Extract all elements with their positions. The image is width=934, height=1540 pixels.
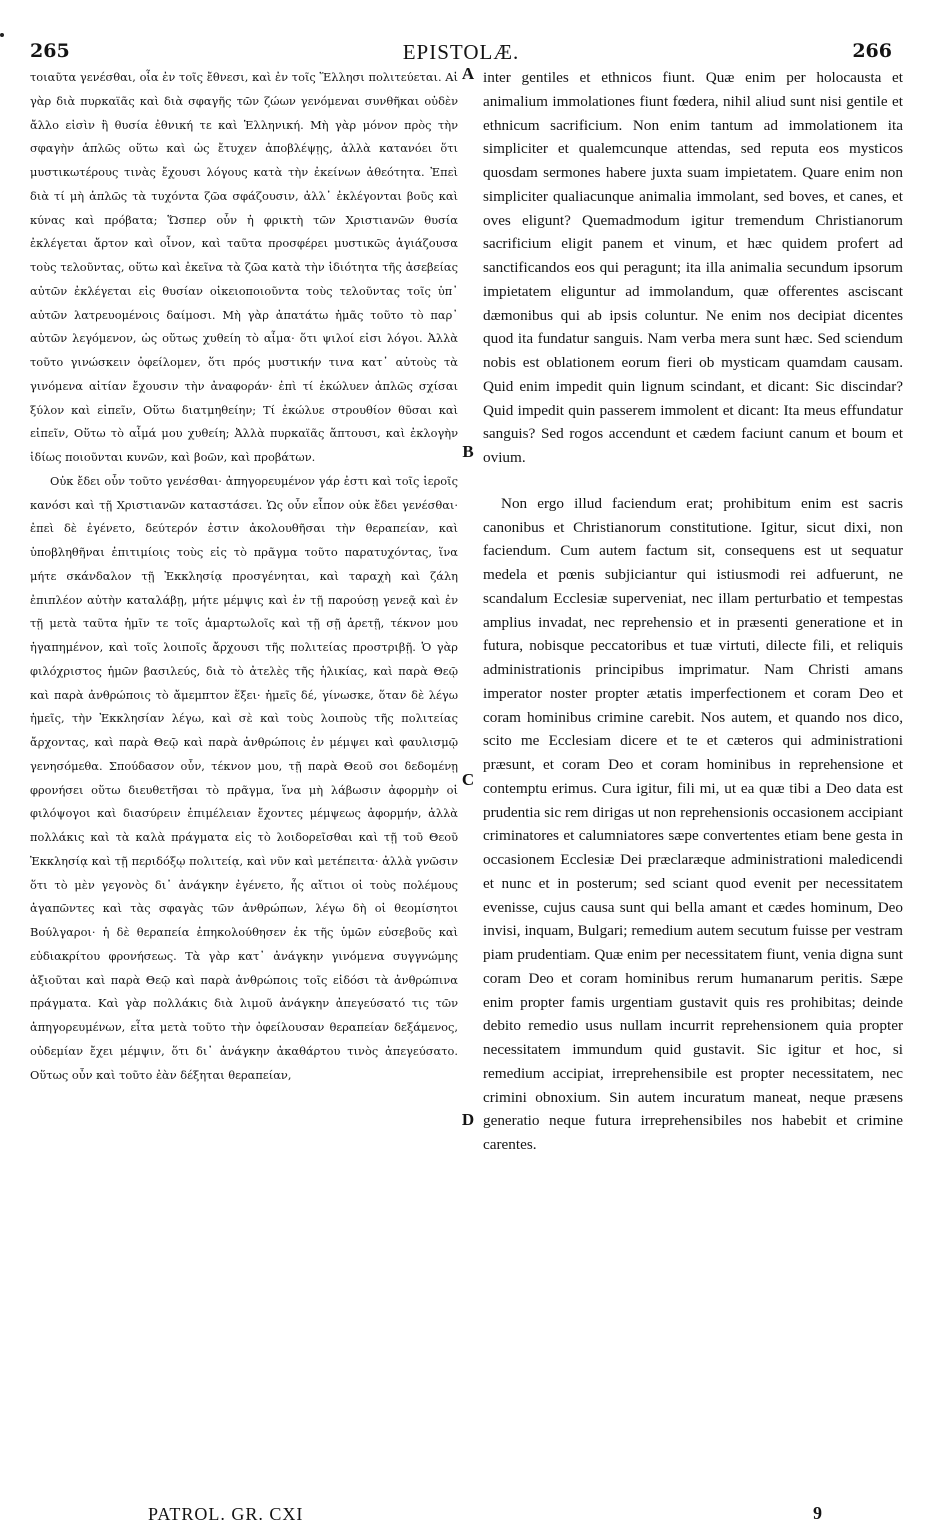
latin-paragraph-2: Non ergo illud faciendum erat; prohibitum enim est sacris canonibus et Christianorum constitutione. Igitur, sicut dixi, non faciendum. Cum autem factum sit, consequens est ut sequatur medela et pœnis subjiciantur qui istiusmodi rei adfuerunt, ne scandalum Ecclesiæ superveniat, nec illam perturbatio et tempestas amplius invadat, nec reprehensio et in præsenti generatione et in futura, nobisque peccatoribus et tuæ virtuti, dilecte fili, et reliquis administrationis principibus imprimatur. Nam Christi amans imperator noster propter ætatis imperfectionem et coram Deo et coram hominibus crimine carebit. Nos autem, et quando nos dico, scito me Ecclesiam dicere et te et cæteros qui administrationi præsunt, et coram Deo et coram hominibus in reprehensione et contemptu erimus. Cura igitur, fili mi, ut ea quæ tibi a Deo data est prudentia sic rem dirigas ut non reprehensionis occasionem accipiant criminatores et calumniatores sæpe convertentes etiam bene gesta in occasionem Ecclesiæ Dei præclaræque administrationi maledicendi et nunc et in posterum; sed sciant quod evenit per necessitatem evenisse, cujus causa sunt qui bella amant et cædes hominum, Deo invisi, inquam, Bulgari; remedium autem secutum fuisse per vestram piam prudentiam. Quæ enim per necessitatem fiunt, venia digna sunt coram Deo et coram hominibus rerum humanarum peritis. Sæpe enim propter famis urgentiam gustavit quis res prohibitas; deinde debito remedio usus nullam incurrit reprehensionem quia propter necessitatem immundum quid gustavit. Sic igitur et hoc, si remedium accipiat, irreprehensibile est propter necessitatem, nec crimini obnoxium. Sin autem incuratum maneat, neque præsens generatio neque futura irreprehensibiles nos habebit et crimine carentes. (483, 494, 903, 1153)
greek-paragraph-1: τοιαῦτα γενέσθαι, οἷα ἐν τοῖς ἔθνεσι, καὶ ἐν τοῖς Ἕλλησι πολιτεύεται. Αἱ γὰρ διὰ πυρκαϊᾶς καὶ διὰ σφαγῆς τῶν ζώων γενόμεναι συνθῆκαι οὐδὲν ἄλλο εἰσὶν ἢ θυσία ἐθνική τε καὶ Ἑλληνική. Μὴ γὰρ μόνον πρὸς τὴν σφαγὴν ἁπλῶς οὕτω καὶ ὡς ἔτυχεν ἀποβλέψῃς, ἀλλὰ κατανόει ὅτι μυστικωτέρους τινὰς ἔχουσι λόγους κατὰ τὴν ἐκείνων ἀθεότητα. Ἐπεὶ διὰ τί μὴ ἁπλῶς τὰ τυχόντα ζῶα σφάζουσιν, ἀλλ᾽ ἐκλέγονται βοῦς καὶ κύνας καὶ πρόβατα; Ὥσπερ οὖν ἡ φρικτὴ τῶν Χριστιανῶν θυσία ἐκλέγεται ἄρτον καὶ οἶνον, καὶ ταῦτα προσφέρει μυστικῶς ἁγιάζουσα τοὺς τελοῦντας, οὕτω καὶ ἐκεῖνα τὰ ζῶα κατὰ τὴν ἰδιότητα τῆς ἀσεβείας αὐτῶν ἐκλέγεται εἰς θυσίαν οἰκειοποιοῦντα τοὺς τελοῦντας τοῖς ὑπ᾽ αὐτῶν λατρευομένοις δαίμοσι. Μὴ γὰρ ἀπατάτω ἡμᾶς τοῦτο τὸ παρ᾽ αὐτῶν λεγόμενον, ὡς οὕτως χυθείη τὸ αἷμα· ὅτι ψιλοί εἰσι λόγοι. Ἀλλὰ τοῦτο γινώσκειν ὀφείλομεν, ὅτι πρός μυστικήν τινα κατ᾽ αὐτοὺς τὰ γινόμενα αἰτίαν ἔχουσιν τὴν ἀναφοράν· ἐπὶ τί ἐκώλυεν ἁπλῶς σχίσαι ξύλον καὶ εἰπεῖν, Οὕτω διατμηθείην; Τί ἐκώλυε στρουθίον θῦσαι καὶ εἰπεῖν, Οὕτω τὸ αἷμά μου χυθείη; Ἀλλὰ πυρκαϊᾶς ἅπτουσι, καὶ ἐκλογὴν ἰδίως ποιοῦνται κυνῶν, καὶ βοῶν, καὶ προβάτων. (30, 70, 458, 464)
section-marker-a: A (461, 64, 475, 83)
greek-paragraph-2: Οὐκ ἔδει οὖν τοῦτο γενέσθαι· ἀπηγορευμένον γάρ ἐστι καὶ τοῖς ἱεροῖς κανόσι καὶ τῇ Χριστιανῶν καταστάσει. Ὡς οὖν εἶπον οὐκ ἔδει γενέσθαι· ἐπεὶ δὲ ἐγένετο, δεύτερόν ἐστιν ἀκολουθῆσαι τὴν θεραπείαν, καὶ ὑποβληθῆναι ἐπιτιμίοις τοὺς εἰς τὸ πρᾶγμα τοῦτο παρατυχόντας, ἵνα μήτε σκάνδαλον τῇ Ἐκκλησίᾳ προσγένηται, καὶ ταραχὴ καὶ ζάλη ἐπιπλέον αὐτὴν καταλάβῃ, μήτε μέμψις καὶ ἐν τῇ παρούσῃ γενεᾷ καὶ ἐν τῇ μετὰ ταῦτα ἡμῖν τε τοῖς ἁμαρτωλοῖς καὶ τῇ σῇ ἀρετῇ, τέκνον μου ἠγαπημένον, καὶ τοῖς λοιποῖς ἄρχουσι τῆς πολιτείας προστριβῇ. Ὁ γὰρ φιλόχριστος ἡμῶν βασιλεύς, διὰ τὸ ἀτελὲς τῆς ἡλικίας, καὶ παρὰ Θεῷ καὶ παρὰ ἀνθρώποις τὸ ἄμεμπτον ἕξει· ἡμεῖς δέ, γίνωσκε, ὅταν δὲ λέγω ἡμεῖς, τὴν Ἐκκλησίαν λέγω, καὶ σὲ καὶ τοὺς λοιποὺς τῆς πολιτείας ἄρχοντας, καὶ παρὰ Θεῷ καὶ παρὰ ἀνθρώποις ἐν μέμψει καὶ φαυλισμῷ γενησόμεθα. Σπούδασον οὖν, τέκνον μου, τῇ παρὰ Θεοῦ σοι δεδομένῃ φρονήσει οὕτω διευθετῆσαι τὸ πρᾶγμα, ἵνα μὴ λάβωσιν ἀφορμὴν οἱ φιλόψογοι καὶ διασύρειν ἐπιμέλειαν ἔχοντες μέμψεως ἀφορμήν, ἀλλὰ πολλάκις καὶ τὰ καλὰ πράγματα εἰς τὸ λοιδορεῖσθαι καὶ τῇ τοῦ Θεοῦ Ἐκκλησίᾳ καὶ τῇ περιδόξῳ πολιτείᾳ, καὶ νῦν καὶ μετέπειτα· ἀλλὰ γνῶσιν ὅτι τὸ μὲν γεγονὸς δι᾽ ἀνάγκην ἐγένετο, ἧς αἴτιοι οἱ τοὺς πολέμους ἀγαπῶντες καὶ τὰς σφαγὰς τῶν ἀνθρώπων, λέγω δὴ οἱ θεομίσητοι Βούλγαροι· ἡ δὲ θεραπεία ἐπηκολούθησεν ἐκ τῆς ὑμῶν εὐσεβοῦς καὶ εὐδιακρίτου φρονήσεως. Τὰ γὰρ κατ᾽ ἀνάγκην γινόμενα συγγνώμης ἀξιοῦται καὶ παρὰ Θεῷ καὶ παρὰ ἀνθρώποις τοῖς εἰδόσι τὰ ἀνθρώπινα πράγματα. Καὶ γὰρ πολλάκις διὰ λιμοῦ ἀνάγκην ἀπεγεύσατό τις τῶν ἀπηγορευμένων, εἶτα μετὰ τοῦτο τὴν ὀφείλουσαν θεραπείαν δεξάμενος, οὐδεμίαν ἔχει μέμψιν, ὅτι δι᾽ ἀνάγκην ἀκαθάρτου τινὸς ἀπεγεύσατο. Οὕτως οὖν καὶ τοῦτο ἐὰν δέξηται θεραπείαν, (30, 473, 458, 1082)
footer-sheet-number: 9 (813, 1503, 822, 1523)
page-number-right: 266 (852, 40, 892, 62)
latin-paragraph-1: inter gentiles et ethnicos fiunt. Quæ enim per holocausta et animalium immolationes fiunt fœdera, nihil aliud sunt nisi gentile et ethnicum sacrificium. Non enim tantum ad immolationem ita simpliciter et qualemcunque attendas, sed reputa eos mysticos quosdam sermones habere juxta suam impietatem. Quare enim non simpliciter qualiacunque animalia immolant, sed boves, et canes, et oves eligunt? Quemadmodum igitur tremendum Christianorum sacrificium eligit panem et vinum, et hæc quidem profert ad sanctificandos eos qui peragunt; ita illa animalia secundum ipsorum impietatem eliguntur ad immolandum, quæ offerentes asciscant dæmonibus qui ab ipsis coluntur. Ne enim nos decipiat dicentes quod ita fundatur sanguis. Nam verba mera sunt hæc. Sed sciendum nobis est oblationem eorum fieri ob mysticam quamdam causam. Quid enim impedit quin lignum scindant, et dicant: Sic discindar? Quid impedit quin passerem immolent et dicant: Ita meus effundatur sanguis? Sed rogos accendunt et cædem faciunt canum et boum et ovium. (483, 69, 903, 466)
scan-mark (0, 33, 4, 37)
running-title: EPISTOLÆ. (402, 40, 520, 64)
section-marker-c: C (461, 770, 475, 789)
page-number-left: 265 (30, 40, 70, 62)
greek-column (30, 66, 458, 1087)
section-marker-b: B (462, 442, 474, 461)
section-marker-d: D (461, 1110, 475, 1129)
footer-signature: PATROL. GR. CXI (148, 1504, 304, 1524)
latin-column (483, 66, 903, 1157)
